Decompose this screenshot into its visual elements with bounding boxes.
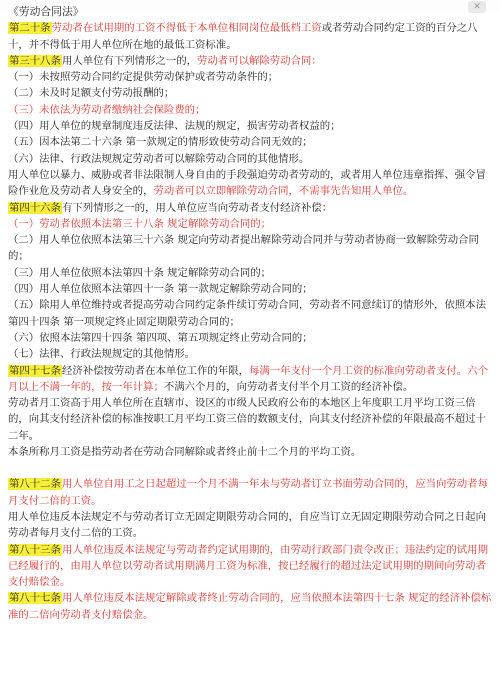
article-82-paragraph: 用人单位违反本法规定不与劳动者订立无固定期限劳动合同的，自应当订立无固定期限劳动合同之日起向劳动者每月支付二倍的工资。	[8, 510, 486, 540]
article-83: 第八十三条用人单位违反本法规定与劳动者约定试用期的，由劳动行政部门责令改正；违法约定的试用期已经履行的，由用人单位以劳动者试用期满月工资为标准，按已经履行的超过法定试用期的期间向劳动者支付赔偿金。	[8, 543, 488, 589]
article-87-label: 第八十七条	[9, 592, 61, 605]
section-gap	[8, 460, 492, 476]
article-38-item: （二）未及时足额支付劳动报酬的；	[8, 87, 175, 100]
article-20-label: 第二十条	[9, 22, 51, 35]
article-82: 第八十二条用人单位自用工之日起超过一个月不满一年未与劳动者订立书面劳动合同的，应当向劳动者每月支付二倍的工资。	[8, 478, 488, 507]
article-38-label: 第三十八条	[9, 54, 61, 67]
article-38-item: （五）因本法第二十六条 第一款规定的情形致使劳动合同无效的；	[8, 136, 313, 149]
article-46-label: 第四十六条	[9, 201, 61, 214]
article-38-item: （四）用人单位的规章制度违反法律、法规的规定，损害劳动者权益的；	[8, 120, 341, 133]
article-20-highlight: 劳动者在试用期的工资不得低于本单位相同岗位最低档工资	[51, 22, 322, 35]
article-38-intro: 第三十八条用人单位有下列情形之一的，劳动者可以解除劳动合同：	[9, 54, 322, 67]
article-47-paragraph: 本条所称月工资是指劳动者在劳动合同解除或者终止前十二个月的平均工资。	[8, 446, 362, 459]
article-82-label: 第八十二条	[9, 478, 61, 491]
article-46-item: （三）用人单位依照本法第四十条 规定解除劳动合同的；	[8, 266, 272, 279]
article-46-item: （二）用人单位依照本法第三十六条 规定向劳动者提出解除劳动合同并与劳动者协商一致解除劳动合同的；	[8, 234, 479, 263]
article-46-item: （五）除用人单位维持或者提高劳动合同约定条件续订劳动合同，劳动者不同意续订的情形外，依照本法第四十四条 第一项规定终止固定期限劳动合同的；	[8, 299, 486, 328]
article-38-paragraph: 用人单位以暴力、威胁或者非法限制人身自由的手段强迫劳动者劳动的，或者用人单位违章指挥、强令冒险作业危及劳动者人身安全的，劳动者可以立即解除劳动合同，不需事先告知用人单位。	[8, 168, 486, 198]
article-46-item: （四）用人单位依照本法第四十一条 第一款规定解除劳动合同的；	[8, 283, 313, 296]
article-47-paragraph: 劳动者月工资高于用人单位所在直辖市、设区的市级人民政府公布的本地区上年度职工月平均工资三倍的，向其支付经济补偿的标准按职工月平均工资三倍的数额支付，向其支付经济补偿的年限最高不超过十二年。	[8, 397, 486, 442]
article-46-item: （七）法律、行政法规规定的其他情形。	[8, 348, 196, 361]
close-icon: ✕	[473, 2, 481, 12]
article-46-intro: 第四十六条有下列情形之一的，用人单位应当向劳动者支付经济补偿：	[9, 201, 333, 214]
article-38-item: （三）未依法为劳动者缴纳社会保险费的；	[8, 103, 206, 116]
article-47: 第四十七条经济补偿按劳动者在本单位工作的年限，每满一年支付一个月工资的标准向劳动者支付。六个月以上不满一年的，按一年计算；不满六个月的，向劳动者支付半个月工资的经济补偿。	[8, 364, 488, 393]
document-title: 《劳动合同法》	[8, 5, 84, 18]
article-20	[8, 20, 492, 53]
article-83-label: 第八十三条	[9, 543, 61, 556]
article-20-text: 或者劳动合同约定工资的百分之八十，并不得低于用人单位所在地的最低工资标准。	[8, 22, 478, 51]
article-87: 第八十七条用人单位违反本法规定解除或者终止劳动合同的，应当依照本法第四十七条 规定的经济补偿标准的二倍向劳动者支付赔偿金。	[8, 592, 492, 621]
document-body	[8, 4, 492, 623]
article-46-item: （一）劳动者依照本法第三十八条 规定解除劳动合同的；	[8, 217, 272, 230]
article-38-item: （一）未按照劳动合同约定提供劳动保护或者劳动条件的；	[8, 71, 279, 84]
article-38-item: （六）法律、行政法规规定劳动者可以解除劳动合同的其他情形。	[8, 152, 310, 165]
article-46-item: （六）依照本法第四十四条 第四项、第五项规定终止劳动合同的；	[8, 331, 313, 344]
article-47-label: 第四十七条	[9, 364, 61, 377]
